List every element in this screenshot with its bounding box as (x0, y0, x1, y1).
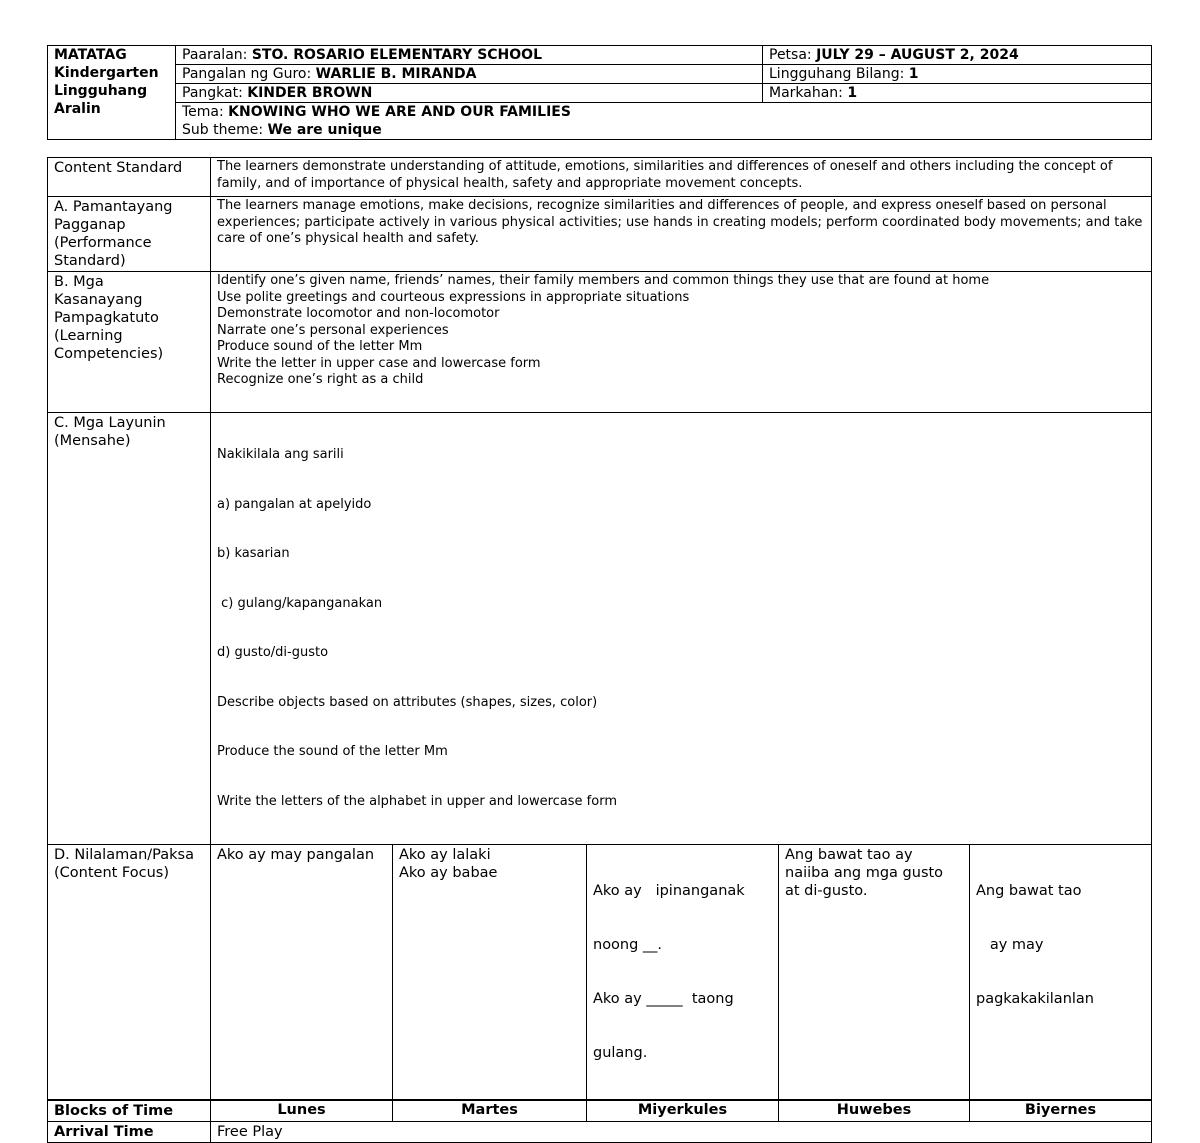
week-cell: Lingguhang Bilang: 1 (763, 65, 1152, 84)
blocks-label: Blocks of Time (48, 1100, 211, 1122)
teacher-name: WARLIE B. MIRANDA (315, 66, 477, 82)
list-item: a) pangalan at apelyido (217, 496, 372, 512)
list-item: Write the letter in upper case and lowercase form (217, 355, 541, 371)
list-item: Identify one’s given name, friends’ names, their family members and common things they use that are found at home (217, 273, 990, 288)
list-item: Use polite greetings and courteous expressions in appropriate situations (217, 289, 690, 305)
header-table (47, 45, 1152, 140)
arrival-label: Arrival Time (48, 1122, 211, 1143)
competencies-label: B. Mga Kasanayang Pampagkatuto (Learning Competencies) (48, 272, 211, 413)
day-monday: Lunes (211, 1100, 393, 1122)
blocks-row (48, 1100, 1152, 1122)
section-name: KINDER BROWN (247, 85, 373, 101)
day-wednesday: Miyerkules (587, 1100, 779, 1122)
objectives-row (48, 413, 1152, 845)
focus-monday: Ako ay may pangalan (211, 845, 393, 1101)
performance-row (48, 197, 1152, 272)
section-cell: Pangkat: KINDER BROWN (176, 84, 763, 103)
objectives-label: C. Mga Layunin (Mensahe) (48, 413, 211, 845)
theme-value: KNOWING WHO WE ARE AND OUR FAMILIES (228, 104, 571, 120)
performance-text: The learners manage emotions, make decisions, recognize similarities and differences of people, and express oneself based on personal experiences; participate actively in various physical activities; use hands in creating models; perform coordinated body movements; and take care of one’s physical health and safety. (211, 197, 1152, 272)
week-value: 1 (908, 66, 919, 82)
list-item: Demonstrate locomotor and non-locomotor (217, 306, 500, 321)
list-item: Produce sound of the letter Mm (217, 339, 423, 354)
program-title: MATATAG Kindergarten Lingguhang Aralin (48, 46, 176, 140)
list-item: b) kasarian (217, 546, 290, 561)
list-item: Nakikilala ang sarili (217, 447, 344, 462)
content-standard-row (48, 158, 1152, 197)
date-cell: Petsa: JULY 29 – AUGUST 2, 2024 (763, 46, 1152, 65)
list-item: Narrate one’s personal experiences (217, 322, 449, 338)
lesson-plan-table (47, 157, 1152, 1143)
content-focus-row (48, 845, 1152, 1101)
arrival-text: Free Play (211, 1122, 1152, 1143)
focus-thursday: Ang bawat tao ay naiiba ang mga gusto at di-gusto. (779, 845, 970, 1101)
list-item: Describe objects based on attributes (shapes, sizes, color) (217, 694, 598, 710)
day-thursday: Huwebes (779, 1100, 970, 1122)
performance-label: A. Pamantayang Pagganap (Performance Standard) (48, 197, 211, 272)
quarter-cell: Markahan: 1 (763, 84, 1152, 103)
theme-cell: Tema: KNOWING WHO WE ARE AND OUR FAMILIES Sub theme: We are unique (176, 103, 1152, 140)
arrival-row (48, 1122, 1152, 1143)
list-item: Write the letters of the alphabet in upper and lowercase form (217, 793, 617, 809)
day-friday: Biyernes (970, 1100, 1152, 1122)
content-focus-label: D. Nilalaman/Paksa (Content Focus) (48, 845, 211, 1101)
list-item: Recognize one’s right as a child (217, 372, 424, 387)
list-item: d) gusto/di-gusto (217, 645, 329, 660)
competencies-list (211, 272, 1152, 413)
school-name: STO. ROSARIO ELEMENTARY SCHOOL (251, 47, 542, 63)
focus-tuesday: Ako ay lalaki Ako ay babae (393, 845, 587, 1101)
date-value: JULY 29 – AUGUST 2, 2024 (816, 47, 1019, 63)
teacher-cell: Pangalan ng Guro: WARLIE B. MIRANDA (176, 65, 763, 84)
quarter-value: 1 (847, 85, 858, 101)
list-item: c) gulang/kapanganakan (217, 595, 383, 611)
subtheme-value: We are unique (267, 122, 382, 138)
content-standard-label: Content Standard (48, 158, 211, 197)
school-cell: Paaralan: STO. ROSARIO ELEMENTARY SCHOOL (176, 46, 763, 65)
objectives-list (211, 413, 1152, 845)
list-item: Produce the sound of the letter Mm (217, 744, 448, 759)
day-tuesday: Martes (393, 1100, 587, 1122)
competencies-row (48, 272, 1152, 413)
focus-friday: Ang bawat tao ay may pagkakakilanlan (970, 845, 1152, 1101)
content-standard-text: The learners demonstrate understanding of attitude, emotions, similarities and differences of oneself and others including the concept of family, and of importance of physical health, safety and appropriate movement concepts. (211, 158, 1152, 197)
focus-wednesday: Ako ay ipinanganak noong __. Ako ay _____ taong gulang. (587, 845, 779, 1101)
